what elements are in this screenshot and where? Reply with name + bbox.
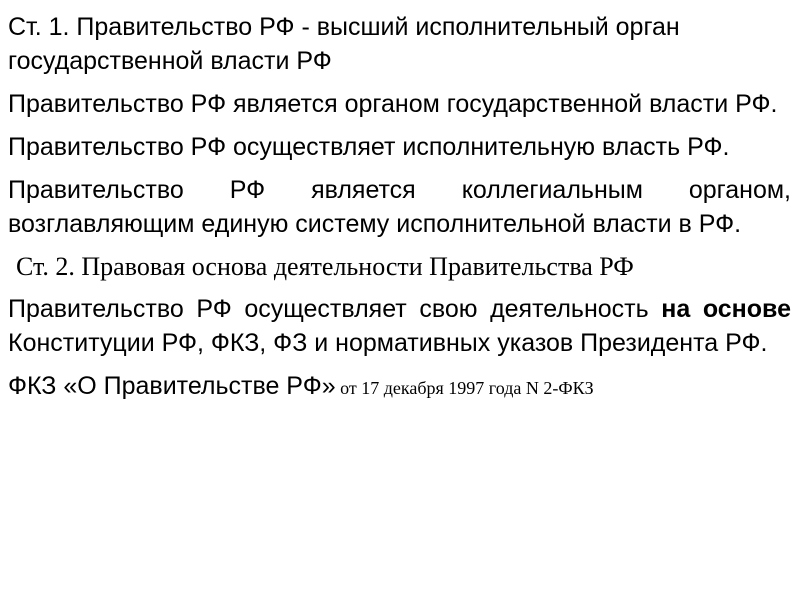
- document-page: [8, 10, 791, 414]
- article-2-text-after: Конституции РФ, ФКЗ, ФЗ и нормативных указов Президента РФ.: [8, 329, 768, 357]
- article-2-heading: Ст. 2. Правовая основа деятельности Правительства РФ: [16, 252, 634, 281]
- article-2-text-before: Правительство РФ осуществляет свою деятельность: [8, 295, 662, 323]
- article-1-paragraph-3: Правительство РФ является коллегиальным органом, возглавляющим единую систему исполнительной власти в РФ.: [8, 176, 791, 238]
- law-date: от 17 декабря 1997 года N 2-ФКЗ: [335, 378, 594, 398]
- article-1-paragraph-1: Правительство РФ является органом государственной власти РФ.: [8, 90, 778, 118]
- article-1-paragraph-2: Правительство РФ осуществляет исполнительную власть РФ.: [8, 133, 730, 161]
- article-1-heading: Ст. 1. Правительство РФ - высший исполнительный орган государственной власти РФ: [8, 13, 680, 75]
- article-2-paragraph-1: [8, 292, 791, 360]
- law-reference: [8, 369, 791, 405]
- article-2-bold-text: на основе: [661, 295, 791, 323]
- law-title: ФКЗ «О Правительстве РФ»: [8, 372, 336, 400]
